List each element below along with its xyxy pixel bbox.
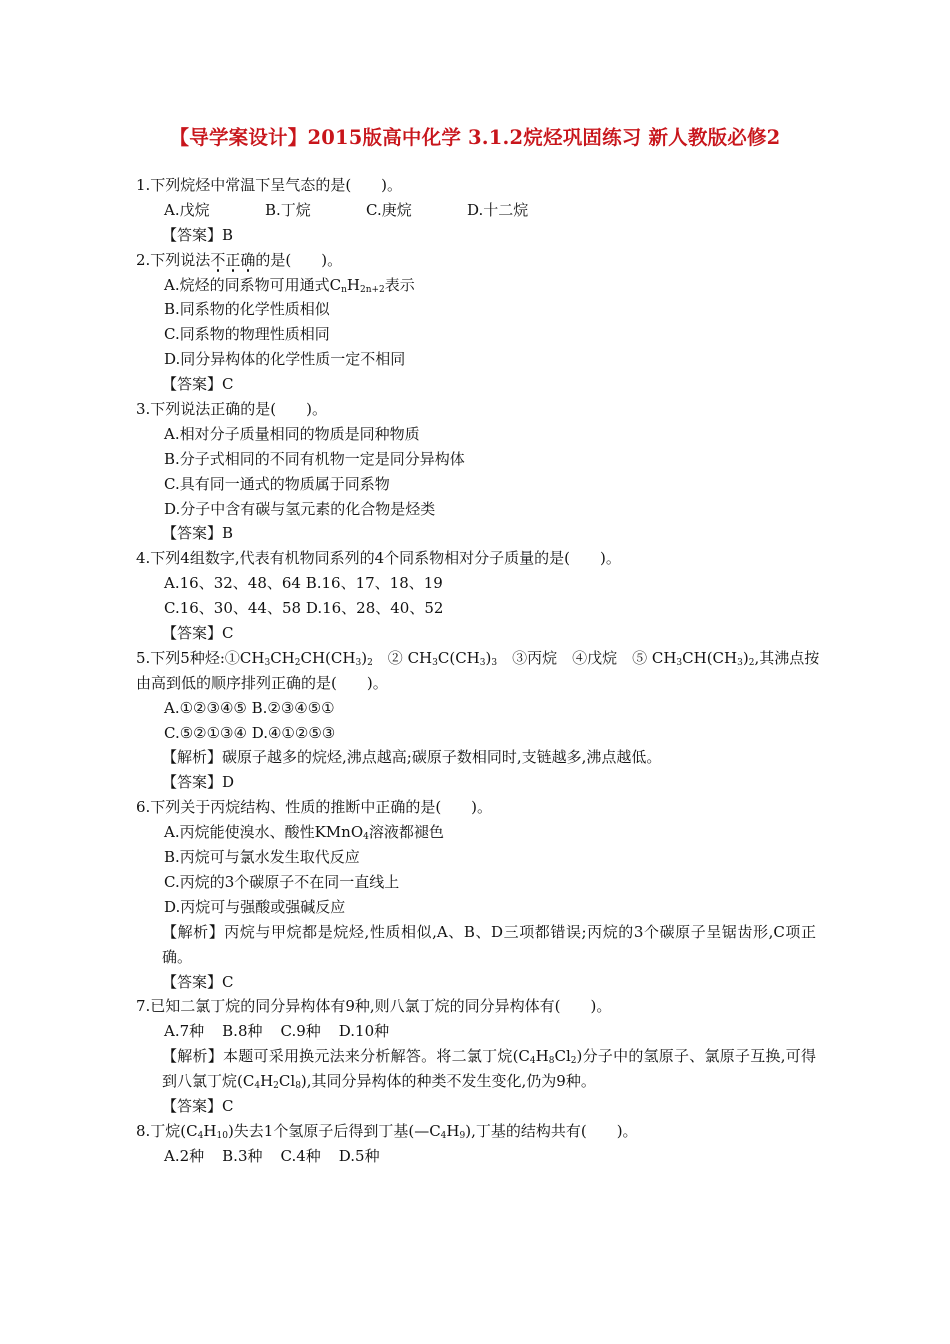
question-2-answer: 【答案】C bbox=[162, 375, 234, 394]
question-6-option-a bbox=[136, 820, 816, 845]
question-8-option-b: B.3种 bbox=[222, 1146, 263, 1165]
subscript: 2 bbox=[748, 657, 755, 668]
question-5-options-cd: C.⑤②①③④ D.④①②⑤③ bbox=[164, 723, 336, 742]
subscript: 4 bbox=[363, 832, 369, 843]
subscript: 8 bbox=[295, 1081, 301, 1092]
question-4-answer: 【答案】C bbox=[162, 624, 234, 643]
stem-text: ),丁基的结构共有( )。 bbox=[465, 1121, 638, 1140]
question-6-analysis: 【解析】丙烷与甲烷都是烷烃,性质相似,A、B、D三项都错误;丙烷的3个碳原子呈锯齿形,C项正确。 bbox=[162, 922, 816, 966]
analysis-text: Cl bbox=[278, 1072, 296, 1091]
question-3-option-a: A.相对分子质量相同的物质是同种物质 bbox=[164, 424, 420, 443]
subscript: 2n+2 bbox=[359, 284, 385, 295]
subscript: 2 bbox=[367, 657, 373, 668]
analysis-text: H bbox=[260, 1072, 274, 1091]
subscript: 8 bbox=[548, 1056, 555, 1067]
question-2-stem-text: 的是( )。 bbox=[255, 250, 343, 269]
question-5-stem-continued: 由高到低的顺序排列正确的是( )。 bbox=[136, 673, 388, 692]
question-6-option-d: D.丙烷可与强酸或强碱反应 bbox=[164, 897, 346, 916]
question-5-stem bbox=[136, 646, 820, 671]
subscript: 10 bbox=[216, 1130, 228, 1141]
subscript: 9 bbox=[459, 1130, 466, 1141]
stem-text: CH(CH bbox=[682, 648, 738, 667]
document-body bbox=[136, 173, 820, 1169]
question-6-stem: 6.下列关于丙烷结构、性质的推断中正确的是( )。 bbox=[136, 798, 493, 817]
question-5-options-ab: A.①②③④⑤ B.②③④⑤① bbox=[164, 698, 335, 717]
subscript: 4 bbox=[440, 1130, 447, 1141]
question-4-stem: 4.下列4组数字,代表有机物同系列的4个同系物相对分子质量的是( )。 bbox=[136, 549, 621, 568]
subscript: 2 bbox=[294, 657, 301, 668]
analysis-text: ),其同分异构体的种类不发生变化,仍为9种。 bbox=[300, 1072, 596, 1091]
question-7-options bbox=[136, 1019, 816, 1044]
stem-text: H bbox=[203, 1121, 217, 1140]
question-7-analysis bbox=[136, 1044, 816, 1094]
option-text: 表示 bbox=[384, 275, 415, 294]
question-4-options-ab: A.16、32、48、64 B.16、17、18、19 bbox=[164, 574, 443, 593]
subscript: 4 bbox=[529, 1056, 536, 1067]
subscript: 3 bbox=[491, 657, 498, 668]
document-title: 【导学案设计】2015版高中化学 3.1.2烷烃巩固练习 新人教版必修2 bbox=[169, 126, 781, 149]
stem-text: 5.下列5种烃:①CH bbox=[136, 648, 265, 667]
question-8-stem bbox=[136, 1119, 816, 1144]
question-7-option-c: C.9种 bbox=[280, 1022, 321, 1041]
stem-text: ) bbox=[742, 648, 749, 667]
question-1-stem: 1.下列烷烃中常温下呈气态的是( )。 bbox=[136, 176, 403, 194]
analysis-text: H bbox=[535, 1047, 549, 1066]
analysis-text: 【解析】本题可采用换元法来分析解答。将二氯丁烷(C bbox=[162, 1047, 530, 1066]
subscript: 3 bbox=[737, 657, 743, 668]
question-7-option-b: B.8种 bbox=[222, 1022, 263, 1041]
stem-text: )失去1个氢原子后得到丁基( bbox=[227, 1121, 415, 1140]
emphasis-dot: 不 bbox=[210, 250, 226, 269]
option-text: A.烷烃的同系物可用通式C bbox=[164, 275, 342, 294]
subscript: 3 bbox=[676, 657, 683, 668]
stem-text: CH(CH bbox=[300, 648, 356, 667]
subscript: 3 bbox=[432, 657, 438, 668]
question-2-stem bbox=[136, 248, 816, 273]
question-2-option-d: D.同分异构体的化学性质一定不相同 bbox=[164, 350, 406, 369]
question-8-option-d: D.5种 bbox=[338, 1146, 380, 1165]
subscript: 3 bbox=[355, 657, 362, 668]
butyl-group-formula bbox=[414, 1122, 465, 1140]
question-2-option-b: B.同系物的化学性质相似 bbox=[164, 300, 330, 319]
question-6-answer: 【答案】C bbox=[162, 972, 234, 991]
formula-text: H bbox=[446, 1121, 460, 1140]
stem-text: ) bbox=[361, 648, 368, 667]
question-1-option-d: D.十二烷 bbox=[467, 200, 529, 219]
stem-text: ) bbox=[485, 648, 492, 667]
question-2-stem-text: 2.下列说法 bbox=[136, 250, 211, 269]
question-6-option-c: C.丙烷的3个碳原子不在同一直线上 bbox=[164, 872, 400, 891]
question-2-option-a bbox=[136, 273, 816, 298]
question-1-option-a: A.戊烷 bbox=[164, 200, 210, 219]
subscript: 4 bbox=[197, 1130, 204, 1141]
stem-text: ③丙烷 ④戊烷 ⑤ CH bbox=[497, 648, 677, 667]
question-6-option-b: B.丙烷可与氯水发生取代反应 bbox=[164, 848, 360, 867]
subscript: 2 bbox=[570, 1056, 577, 1067]
question-3-option-d: D.分子中含有碳与氢元素的化合物是烃类 bbox=[164, 499, 436, 518]
question-3-stem: 3.下列说法正确的是( )。 bbox=[136, 400, 328, 419]
subscript: 2 bbox=[273, 1081, 279, 1092]
question-7-answer: 【答案】C bbox=[162, 1097, 234, 1116]
question-8-options bbox=[136, 1144, 816, 1169]
subscript: n bbox=[341, 284, 347, 295]
question-7-option-d: D.10种 bbox=[338, 1022, 390, 1041]
question-1-answer: 【答案】B bbox=[162, 225, 234, 244]
stem-text: CH bbox=[270, 648, 295, 667]
stem-text: C(CH bbox=[437, 648, 480, 667]
question-3-option-b: B.分子式相同的不同有机物一定是同分异构体 bbox=[164, 449, 465, 468]
analysis-text: Cl bbox=[554, 1047, 571, 1066]
question-1-option-c: C.庚烷 bbox=[366, 200, 412, 219]
emphasis-dot: 正 bbox=[225, 250, 241, 269]
question-3-option-c: C.具有同一通式的物质属于同系物 bbox=[164, 474, 390, 493]
option-text: H bbox=[346, 275, 360, 294]
question-1-option-b: B.丁烷 bbox=[265, 200, 311, 219]
stem-text: ② CH bbox=[372, 648, 433, 667]
question-8-option-c: C.4种 bbox=[280, 1146, 321, 1165]
question-5-answer: 【答案】D bbox=[162, 773, 235, 792]
question-8-option-a: A.2种 bbox=[164, 1146, 205, 1165]
subscript: 3 bbox=[479, 657, 486, 668]
bond-dash: — bbox=[414, 1121, 430, 1140]
analysis-text: )分子中的氢原子、氯原子互换,可得到八氯丁烷(C bbox=[162, 1047, 816, 1091]
stem-text: ,其沸点按 bbox=[754, 648, 820, 667]
question-5-analysis: 【解析】碳原子越多的烷烃,沸点越高;碳原子数相同时,支链越多,沸点越低。 bbox=[162, 748, 662, 767]
formula-text: C bbox=[429, 1121, 441, 1140]
question-3-answer: 【答案】B bbox=[162, 524, 234, 543]
question-7-option-a: A.7种 bbox=[164, 1022, 205, 1041]
question-2-option-c: C.同系物的物理性质相同 bbox=[164, 325, 330, 344]
option-text: 溶液都褪色 bbox=[368, 823, 444, 842]
subscript: 4 bbox=[254, 1081, 261, 1092]
question-4-options-cd: C.16、30、44、58 D.16、28、40、52 bbox=[164, 599, 444, 618]
subscript: 3 bbox=[264, 657, 271, 668]
emphasis-dot: 确 bbox=[240, 250, 256, 269]
option-text: A.丙烷能使溴水、酸性KMnO bbox=[164, 823, 364, 842]
question-7-stem: 7.已知二氯丁烷的同分异构体有9种,则八氯丁烷的同分异构体有( )。 bbox=[136, 997, 612, 1016]
stem-text: 8.丁烷(C bbox=[136, 1121, 198, 1140]
question-1-options bbox=[136, 198, 816, 223]
